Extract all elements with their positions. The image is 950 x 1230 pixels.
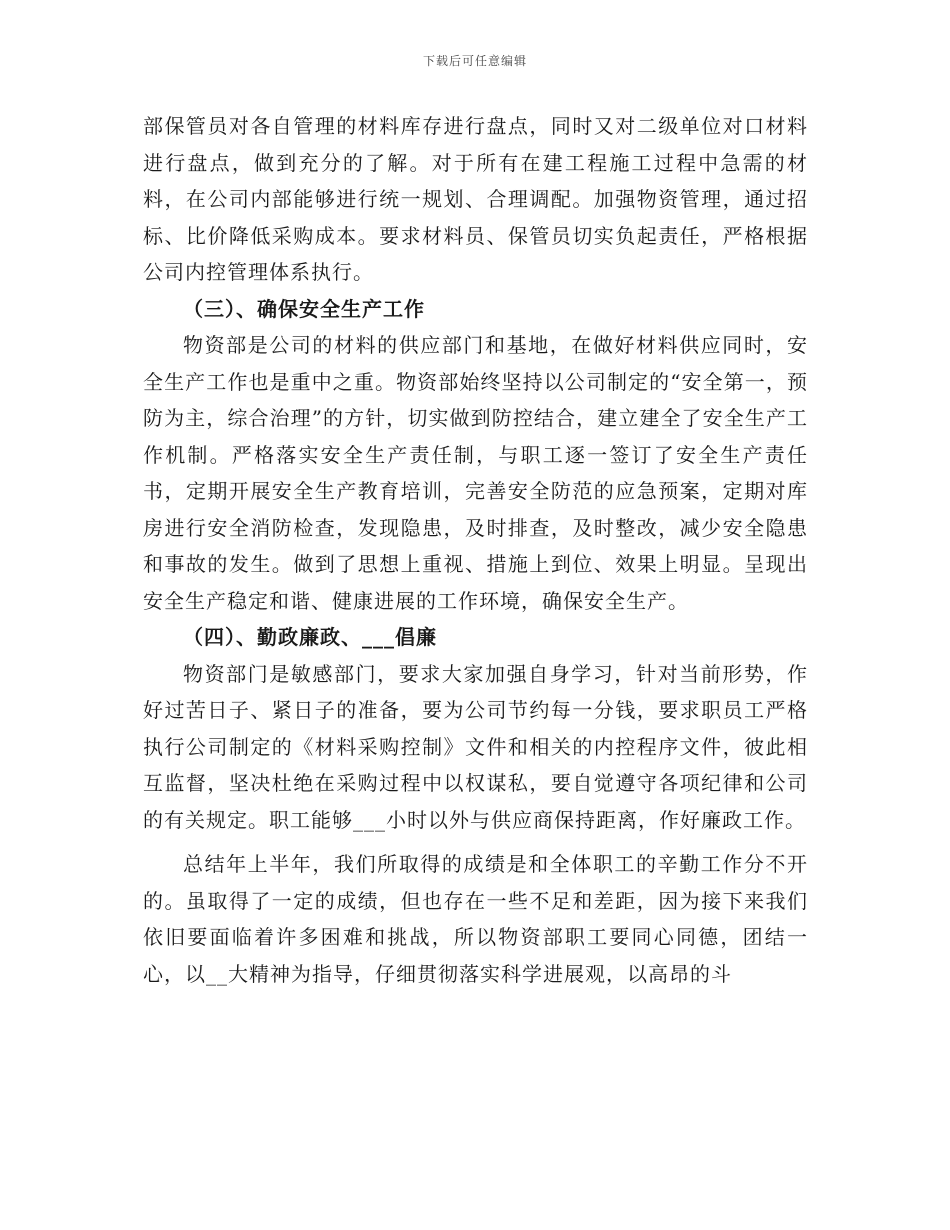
paragraph-summary: 总结年上半年，我们所取得的成绩是和全体职工的辛勤工作分不开的。虽取得了一定的成绩，但也存在一些不足和差距，因为接下来我们依旧要面临着许多困难和挑战，所以物资部职工要同心同德，团结一心，以__大精神为指导，仔细贯彻落实科学进展观，以高昂的斗 — [143, 852, 808, 986]
section-heading-3: （三）、确保安全生产工作 — [183, 296, 425, 321]
section-heading-4: （四）、勤政廉政、___倡廉 — [183, 625, 437, 649]
paragraph-continued: 部保管员对各自管理的材料库存进行盘点，同时又对二级单位对口材料进行盘点，做到充分的了解。对于所有在建工程施工过程中急需的材料，在公司内部能够进行统一规划、合理调配。加强物资管理，通过招标、比价降低采购成本。要求材料员、保管员切实负起责任，严格根据公司内控管理体系执行。 — [143, 114, 808, 284]
document-body — [143, 108, 808, 992]
paragraph-safety: 物资部是公司的材料的供应部门和基地，在做好材料供应同时，安全生产工作也是重中之重。物资部始终坚持以公司制定的“安全第一，预防为主，综合治理”的方针，切实做到防控结合，建立建全了安全生产工作机制。严格落实安全生产责任制，与职工逐一签订了安全生产责任书，定期开展安全生产教育培训，完善安全防范的应急预案，定期对库房进行安全消防检查，发现隐患，及时排查，及时整改，减少安全隐患和事故的发生。做到了思想上重视、措施上到位、效果上明显。呈现出安全生产稳定和谐、健康进展的工作环境，确保安全生产。 — [143, 333, 808, 613]
page-header: 下载后可任意编辑 — [422, 54, 527, 68]
paragraph-integrity: 物资部门是敏感部门，要求大家加强自身学习，针对当前形势，作好过苦日子、紧日子的准备，要为公司节约每一分钱，要求职员工严格执行公司制定的《材料采购控制》文件和相关的内控程序文件，彼此相互监督，坚决杜绝在采购过程中以权谋私，要自觉遵守各项纪律和公司的有关规定。职工能够___小时以外与供应商保持距离，作好廉政工作。 — [143, 661, 808, 832]
